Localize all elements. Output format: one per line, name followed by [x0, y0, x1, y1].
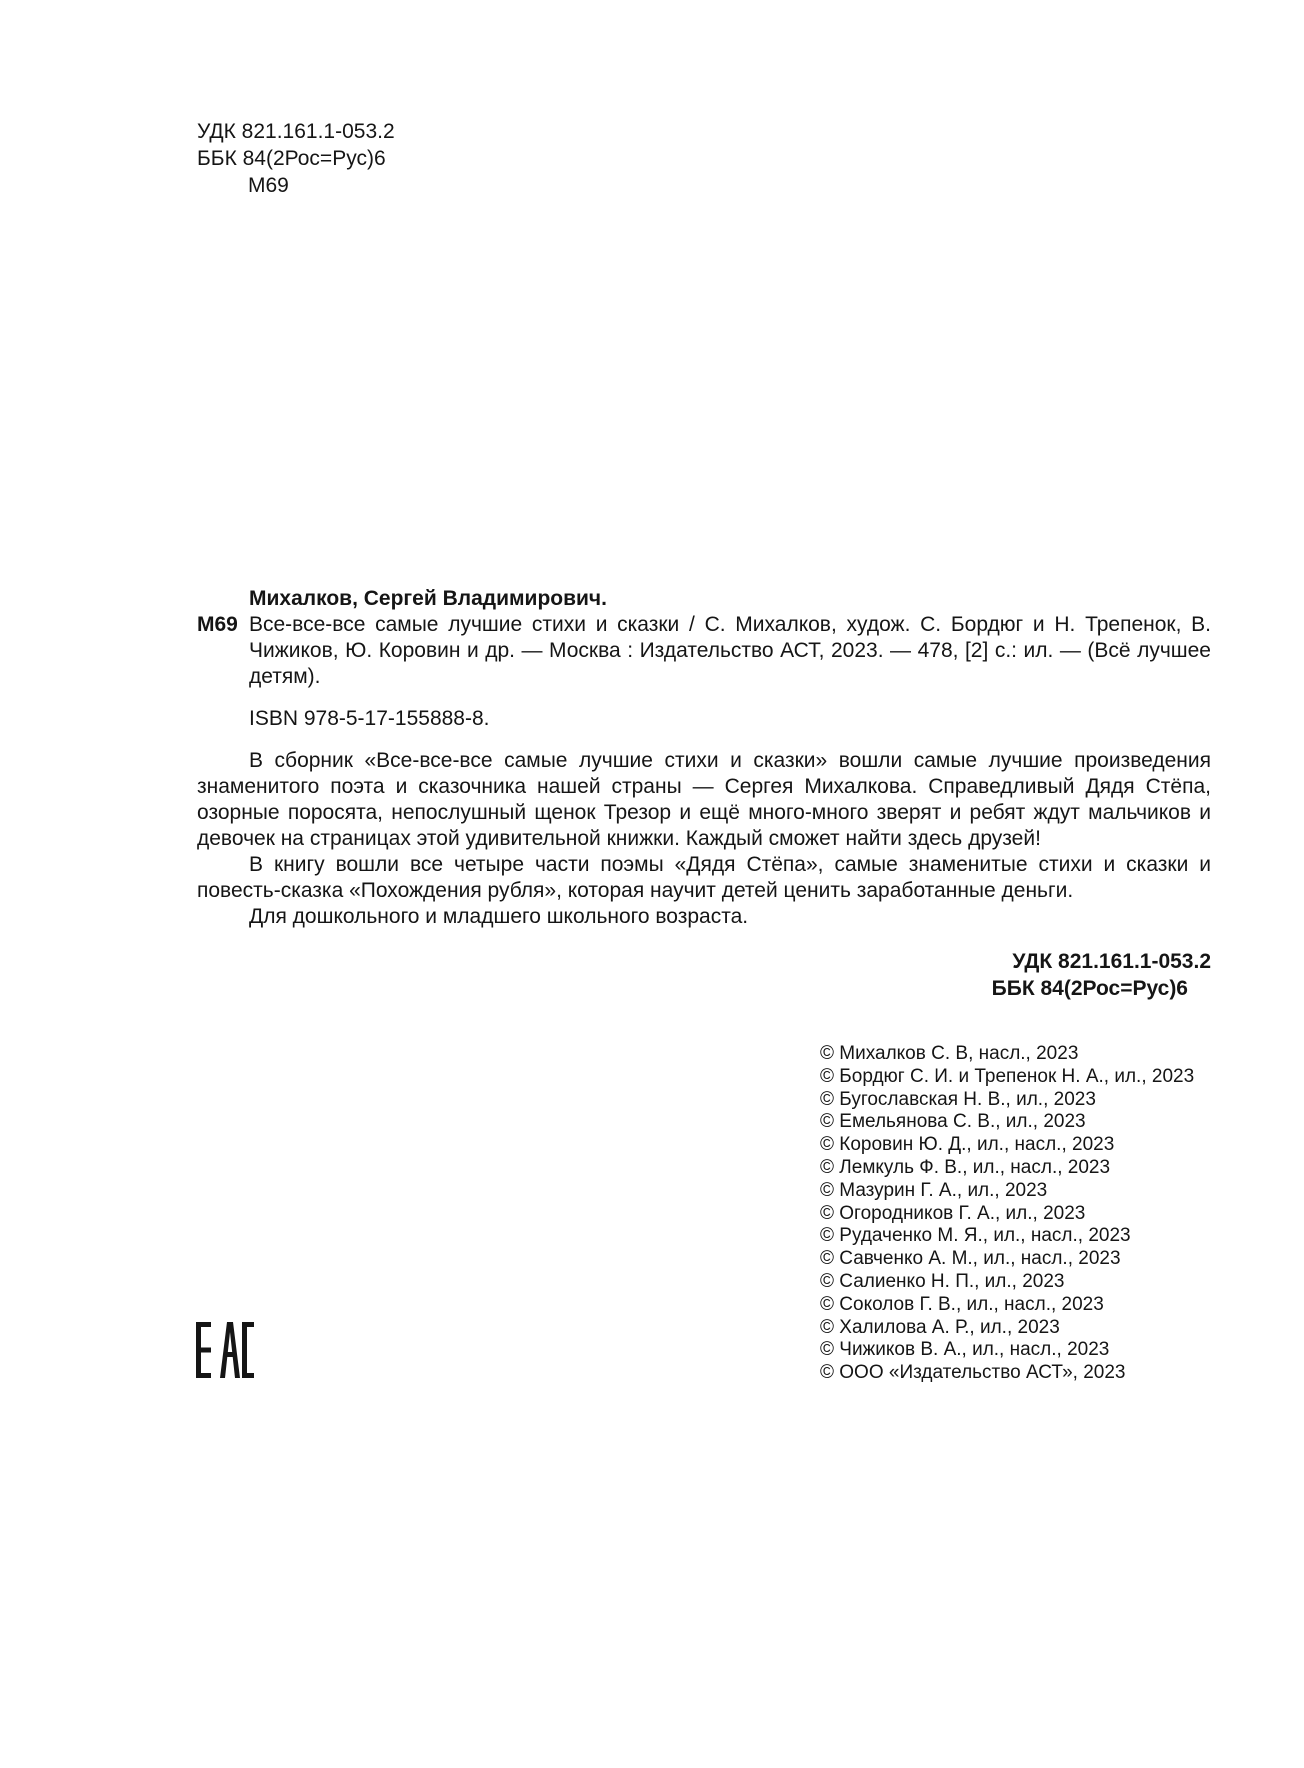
- copyright-line: © Бугославская Н. В., ил., 2023: [820, 1088, 1096, 1110]
- isbn: ISBN 978-5-17-155888-8.: [249, 707, 490, 730]
- author-heading: Михалков, Сергей Владимирович.: [249, 587, 607, 610]
- bibliographic-description: [197, 612, 1211, 690]
- copyright-line: © Емельянова С. В., ил., 2023: [820, 1111, 1086, 1133]
- copyright-line: © Салиенко Н. П., ил., 2023: [820, 1270, 1065, 1292]
- eac-certification-icon: [196, 1322, 254, 1378]
- annotation-paragraph: В книгу вошли все четыре части поэмы «Дядя Стёпа», самые знаменитые стихи и сказки и повесть-сказка «Похождения рубля», которая научит детей ценить заработанные деньги.: [197, 853, 1211, 902]
- copyright-line: © Лемкуль Ф. В., ил., насл., 2023: [820, 1156, 1111, 1178]
- copyright-line: © Михалков С. В, насл., 2023: [820, 1043, 1079, 1064]
- copyright-line: © Чижиков В. А., ил., насл., 2023: [820, 1339, 1110, 1361]
- copyright-line: © Мазурин Г. А., ил., 2023: [820, 1179, 1048, 1201]
- copyright-line: © Халилова А. Р., ил., 2023: [820, 1316, 1060, 1338]
- biblio-text: Все-все-все самые лучшие стихи и сказки / С. Михалков, худож. С. Бордюг и Н. Трепенок, В. Чижиков, Ю. Коровин и др. — Москва : Издательство АСТ, 2023. — 478, [2] с.: ил. — (Всё лучшее детям).: [249, 613, 1211, 688]
- cutter-mark: М69: [197, 613, 238, 636]
- copyright-line: © Рудаченко М. Я., ил., насл., 2023: [820, 1225, 1131, 1247]
- catalog-record: [197, 586, 1211, 1002]
- udk-code: УДК 821.161.1-053.2: [197, 120, 395, 143]
- classification-footer: [197, 948, 1211, 1002]
- bbk-code-bottom: ББК 84(2Рос=Рус)6: [991, 977, 1188, 1000]
- copyright-line: © Савченко А. М., ил., насл., 2023: [820, 1248, 1121, 1270]
- annotation: [197, 748, 1211, 930]
- copyright-list: [820, 1043, 1194, 1385]
- copyright-line: © Коровин Ю. Д., ил., насл., 2023: [820, 1134, 1115, 1156]
- copyright-line: © Бордюг С. И. и Трепенок Н. А., ил., 2023: [820, 1065, 1195, 1087]
- annotation-paragraph: В сборник «Все-все-все самые лучшие стихи и сказки» вошли самые лучшие произведения знаменитого поэта и сказочника нашей страны — Сергея Михалкова. Справедливый Дядя Стёпа, озорные поросята, непослушный щенок Трезор и ещё много-много зверят и ребят ждут мальчиков и девочек на страницах этой удивительной книжки. Каждый сможет найти здесь друзей!: [197, 749, 1211, 850]
- udk-code-bottom: УДК 821.161.1-053.2: [1012, 950, 1211, 973]
- bbk-code: ББК 84(2Рос=Рус)6: [197, 147, 386, 170]
- classification-header: [197, 118, 395, 199]
- cutter-code: М69: [248, 174, 289, 197]
- annotation-paragraph: Для дошкольного и младшего школьного возраста.: [249, 905, 749, 928]
- copyright-line: © ООО «Издательство АСТ», 2023: [820, 1362, 1126, 1384]
- copyright-line: © Соколов Г. В., ил., насл., 2023: [820, 1293, 1104, 1315]
- copyright-line: © Огородников Г. А., ил., 2023: [820, 1202, 1086, 1224]
